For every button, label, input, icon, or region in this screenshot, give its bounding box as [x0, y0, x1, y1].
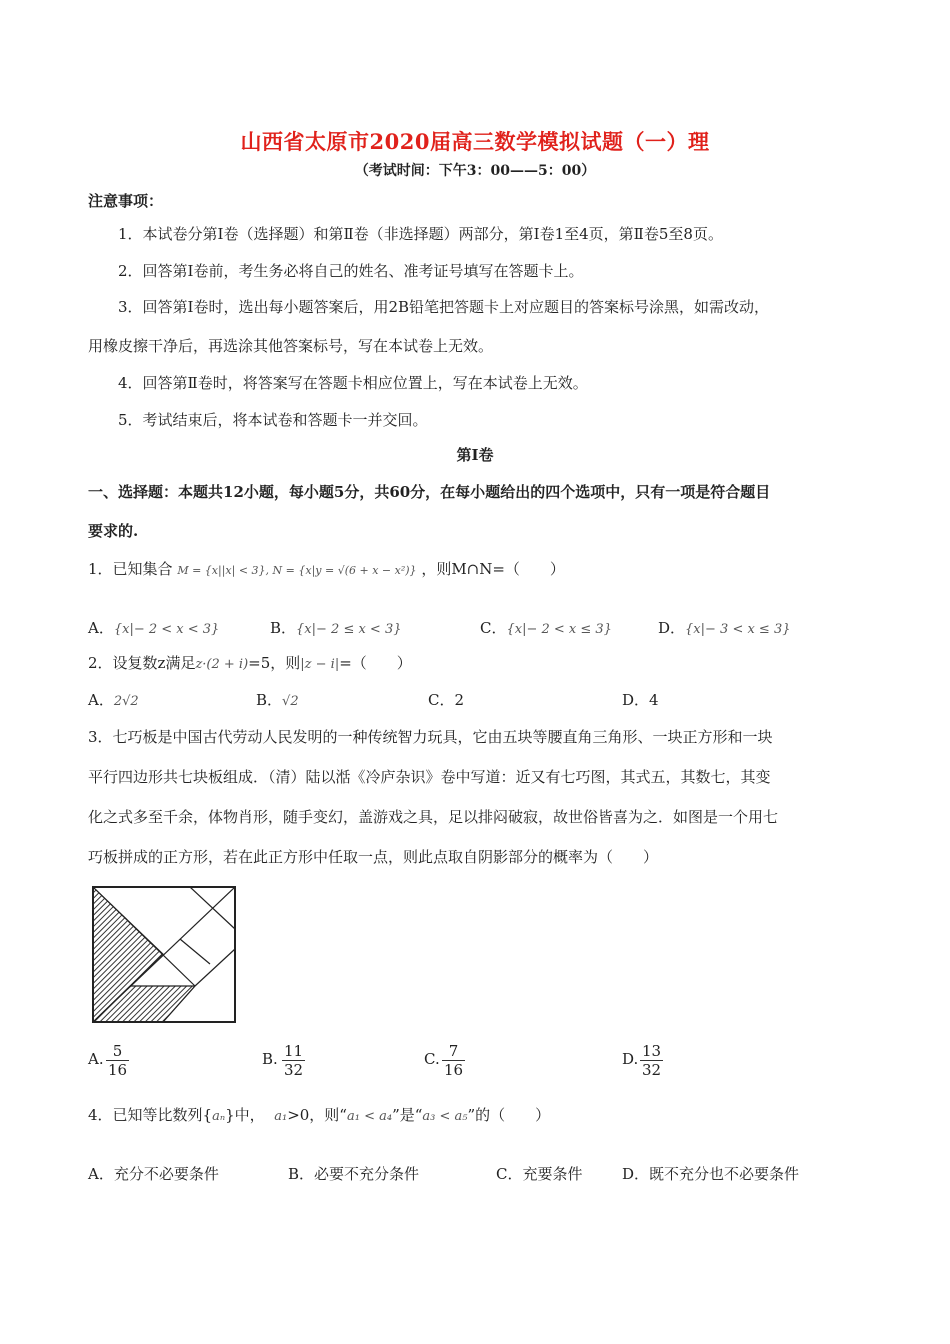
q1-prefix: 1．已知集合: [88, 560, 173, 578]
exam-title: 山西省太原市2020届高三数学模拟试题（一）理: [240, 129, 710, 154]
tangram-figure: [90, 884, 240, 1026]
q4-option-b: B．必要不充分条件: [288, 1165, 420, 1183]
q3-option-a-fraction: $\frac{5}{16}$: [108, 1042, 128, 1079]
notice-item-1: 1．本试卷分第Ⅰ卷（选择题）和第Ⅱ卷（非选择题）两部分，第Ⅰ卷1至4页，第Ⅱ卷5至8页。: [118, 225, 723, 243]
q1-option-a: A．{x|− 2 < x < 3}: [88, 619, 220, 637]
q2-option-d: D．4: [622, 691, 659, 709]
q3-option-c-fraction: $\frac{7}{16}$: [444, 1042, 464, 1079]
q2-option-a: A．2√2: [88, 691, 139, 709]
q1-option-d: D．{x|− 3 < x ≤ 3}: [658, 619, 791, 637]
part-instruction-line2: 要求的.: [88, 522, 139, 540]
notice-heading: 注意事项：: [88, 192, 164, 210]
question-4: 4．已知等比数列{aₙ}中， a₁>0，则“a₁ < a₄”是“a₃ < a₅”的（ ）: [88, 1106, 551, 1124]
q3-option-c: C.: [424, 1050, 440, 1068]
q4-option-c: C．充要条件: [496, 1165, 583, 1183]
q2-option-c: C．2: [428, 691, 465, 709]
part-instruction-line1: 一、选择题：本题共12小题，每小题5分，共60分，在每小题给出的四个选项中，只有一项是符合题目: [88, 483, 771, 501]
notice-item-5: 5．考试结束后，将本试卷和答题卡一并交回。: [118, 411, 428, 429]
q3-option-a: A.: [88, 1050, 104, 1068]
q1-suffix: ，则M∩N=（ ）: [421, 560, 565, 578]
notice-item-3-cont: 用橡皮擦干净后，再选涂其他答案标号，写在本试卷上无效。: [88, 337, 494, 355]
q3-option-d: D.: [622, 1050, 639, 1068]
question-3-line-2: 平行四边形共七块板组成．（清）陆以湉《冷庐杂识》卷中写道：近又有七巧图，其式五，其数七，其变: [88, 768, 771, 786]
question-2: 2．设复数z满足z·(2 + i)=5，则|z − i|=（ ）: [88, 654, 412, 672]
q4-option-a: A．充分不必要条件: [88, 1165, 219, 1183]
q3-option-d-fraction: $\frac{13}{32}$: [642, 1042, 662, 1079]
question-3-line-3: 化之式多至千余，体物肖形，随手变幻，盖游戏之具，足以排闷破寂，故世俗皆喜为之．如图是一个用七: [88, 808, 779, 826]
q1-option-b: B．{x|− 2 ≤ x < 3}: [270, 619, 402, 637]
q2-option-b: B．√2: [256, 691, 299, 709]
notice-item-4: 4．回答第Ⅱ卷时，将答案写在答题卡相应位置上，写在本试卷上无效。: [118, 374, 588, 392]
q3-option-b-fraction: $\frac{11}{32}$: [284, 1042, 304, 1079]
q1-formula: M = {x||x| < 3}, N = {x|y = √(6 + x − x²)}: [177, 564, 417, 577]
question-3-line-1: 3．七巧板是中国古代劳动人民发明的一种传统智力玩具，它由五块等腰直角三角形、一块正方形和一块: [88, 728, 773, 746]
notice-item-2: 2．回答第Ⅰ卷前，考生务必将自己的姓名、准考证号填写在答题卡上。: [118, 262, 584, 280]
section-title: 第Ⅰ卷: [456, 446, 494, 464]
q3-option-b: B.: [262, 1050, 278, 1068]
q4-option-d: D．既不充分也不必要条件: [622, 1165, 800, 1183]
q1-option-c: C．{x|− 2 < x ≤ 3}: [480, 619, 612, 637]
question-3-line-4: 巧板拼成的正方形，若在此正方形中任取一点，则此点取自阴影部分的概率为（ ）: [88, 848, 659, 866]
exam-time: （考试时间：下午3：00——5：00）: [354, 163, 596, 179]
question-1: [88, 558, 565, 579]
notice-item-3: 3．回答第Ⅰ卷时，选出每小题答案后，用2B铅笔把答题卡上对应题目的答案标号涂黑，如需改动，: [118, 298, 770, 316]
